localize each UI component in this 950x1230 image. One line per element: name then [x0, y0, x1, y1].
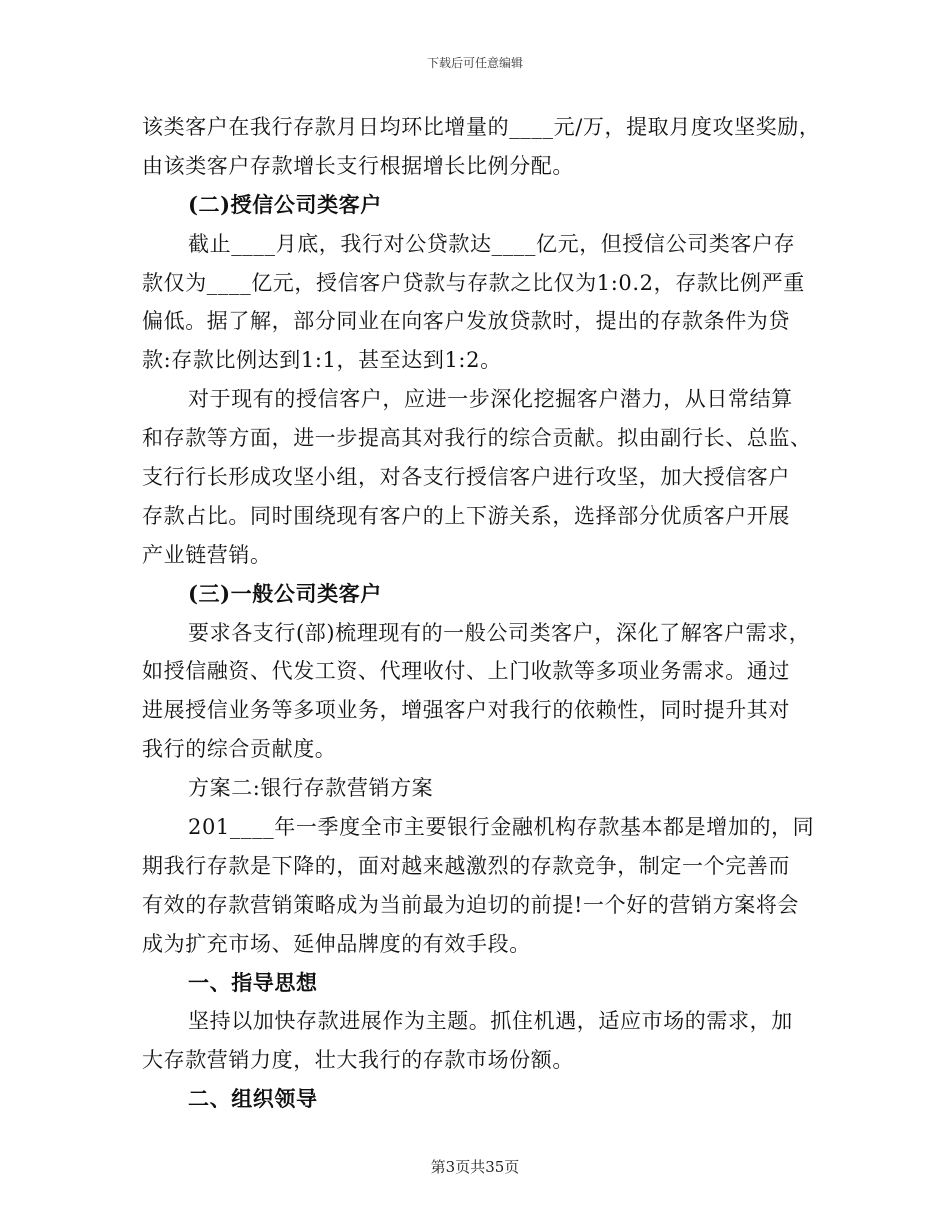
text-line: 该类客户在我行存款月日均环比增量的____元/万，提取月度攻坚奖励， — [142, 115, 821, 139]
text-line: 如授信融资、代发工资、代理收付、上门收款等多项业务需求。通过 — [142, 659, 790, 684]
text-line: 由该类客户存款增长支行根据增长比例分配。 — [142, 153, 574, 178]
text-line: 方案二:银行存款营销方案 — [188, 776, 434, 801]
document-body — [142, 108, 821, 1119]
section-heading: (三)一般公司类客户 — [188, 580, 382, 606]
text-line: 我行的综合贡献度。 — [142, 737, 337, 762]
page-number: 第3页共35页 — [430, 1158, 520, 1176]
text-line: 款仅为____亿元，授信客户贷款与存款之比仅为1:0.2，存款比例严重 — [142, 270, 805, 295]
text-line: 大存款营销力度，壮大我行的存款市场份额。 — [142, 1048, 574, 1073]
page-header: 下载后可任意编辑 — [426, 56, 523, 70]
text-line: 有效的存款营销策略成为当前最为迫切的前提!一个好的营销方案将会 — [142, 892, 800, 917]
text-line: 产业链营销。 — [142, 542, 272, 567]
text-line: 截止____月底，我行对公贷款达____亿元，但授信公司类客户存 — [188, 231, 796, 256]
text-line: 款:存款比例达到1:1，甚至达到1:2。 — [142, 348, 502, 373]
text-line: 成为扩充市场、延伸品牌度的有效手段。 — [142, 931, 531, 956]
text-line: 期我行存款是下降的，面对越来越激烈的存款竞争，制定一个完善而 — [142, 853, 790, 878]
text-line: 存款占比。同时围绕现有客户的上下游关系，选择部分优质客户开展 — [142, 503, 790, 528]
section-heading: 一、指导思想 — [188, 969, 318, 995]
text-line: 坚持以加快存款进展作为主题。抓住机遇，适应市场的需求，加 — [188, 1009, 793, 1034]
text-line: 要求各支行(部)梳理现有的一般公司类客户，深化了解客户需求， — [188, 620, 811, 645]
section-heading: 二、组织领导 — [188, 1086, 318, 1112]
section-heading: (二)授信公司类客户 — [188, 191, 382, 217]
text-line: 偏低。据了解，部分同业在向客户发放贷款时，提出的存款条件为贷 — [142, 309, 790, 334]
text-line: 进展授信业务等多项业务，增强客户对我行的依赖性，同时提升其对 — [142, 698, 790, 723]
text-line: 和存款等方面，进一步提高其对我行的综合贡献。拟由副行长、总监、 — [142, 426, 812, 451]
text-line: 对于现有的授信客户，应进一步深化挖掘客户潜力，从日常结算 — [188, 387, 793, 412]
text-line: 201____年一季度全市主要银行金融机构存款基本都是增加的，同 — [188, 815, 815, 840]
text-line: 支行行长形成攻坚小组，对各支行授信客户进行攻坚，加大授信客户 — [142, 465, 790, 490]
